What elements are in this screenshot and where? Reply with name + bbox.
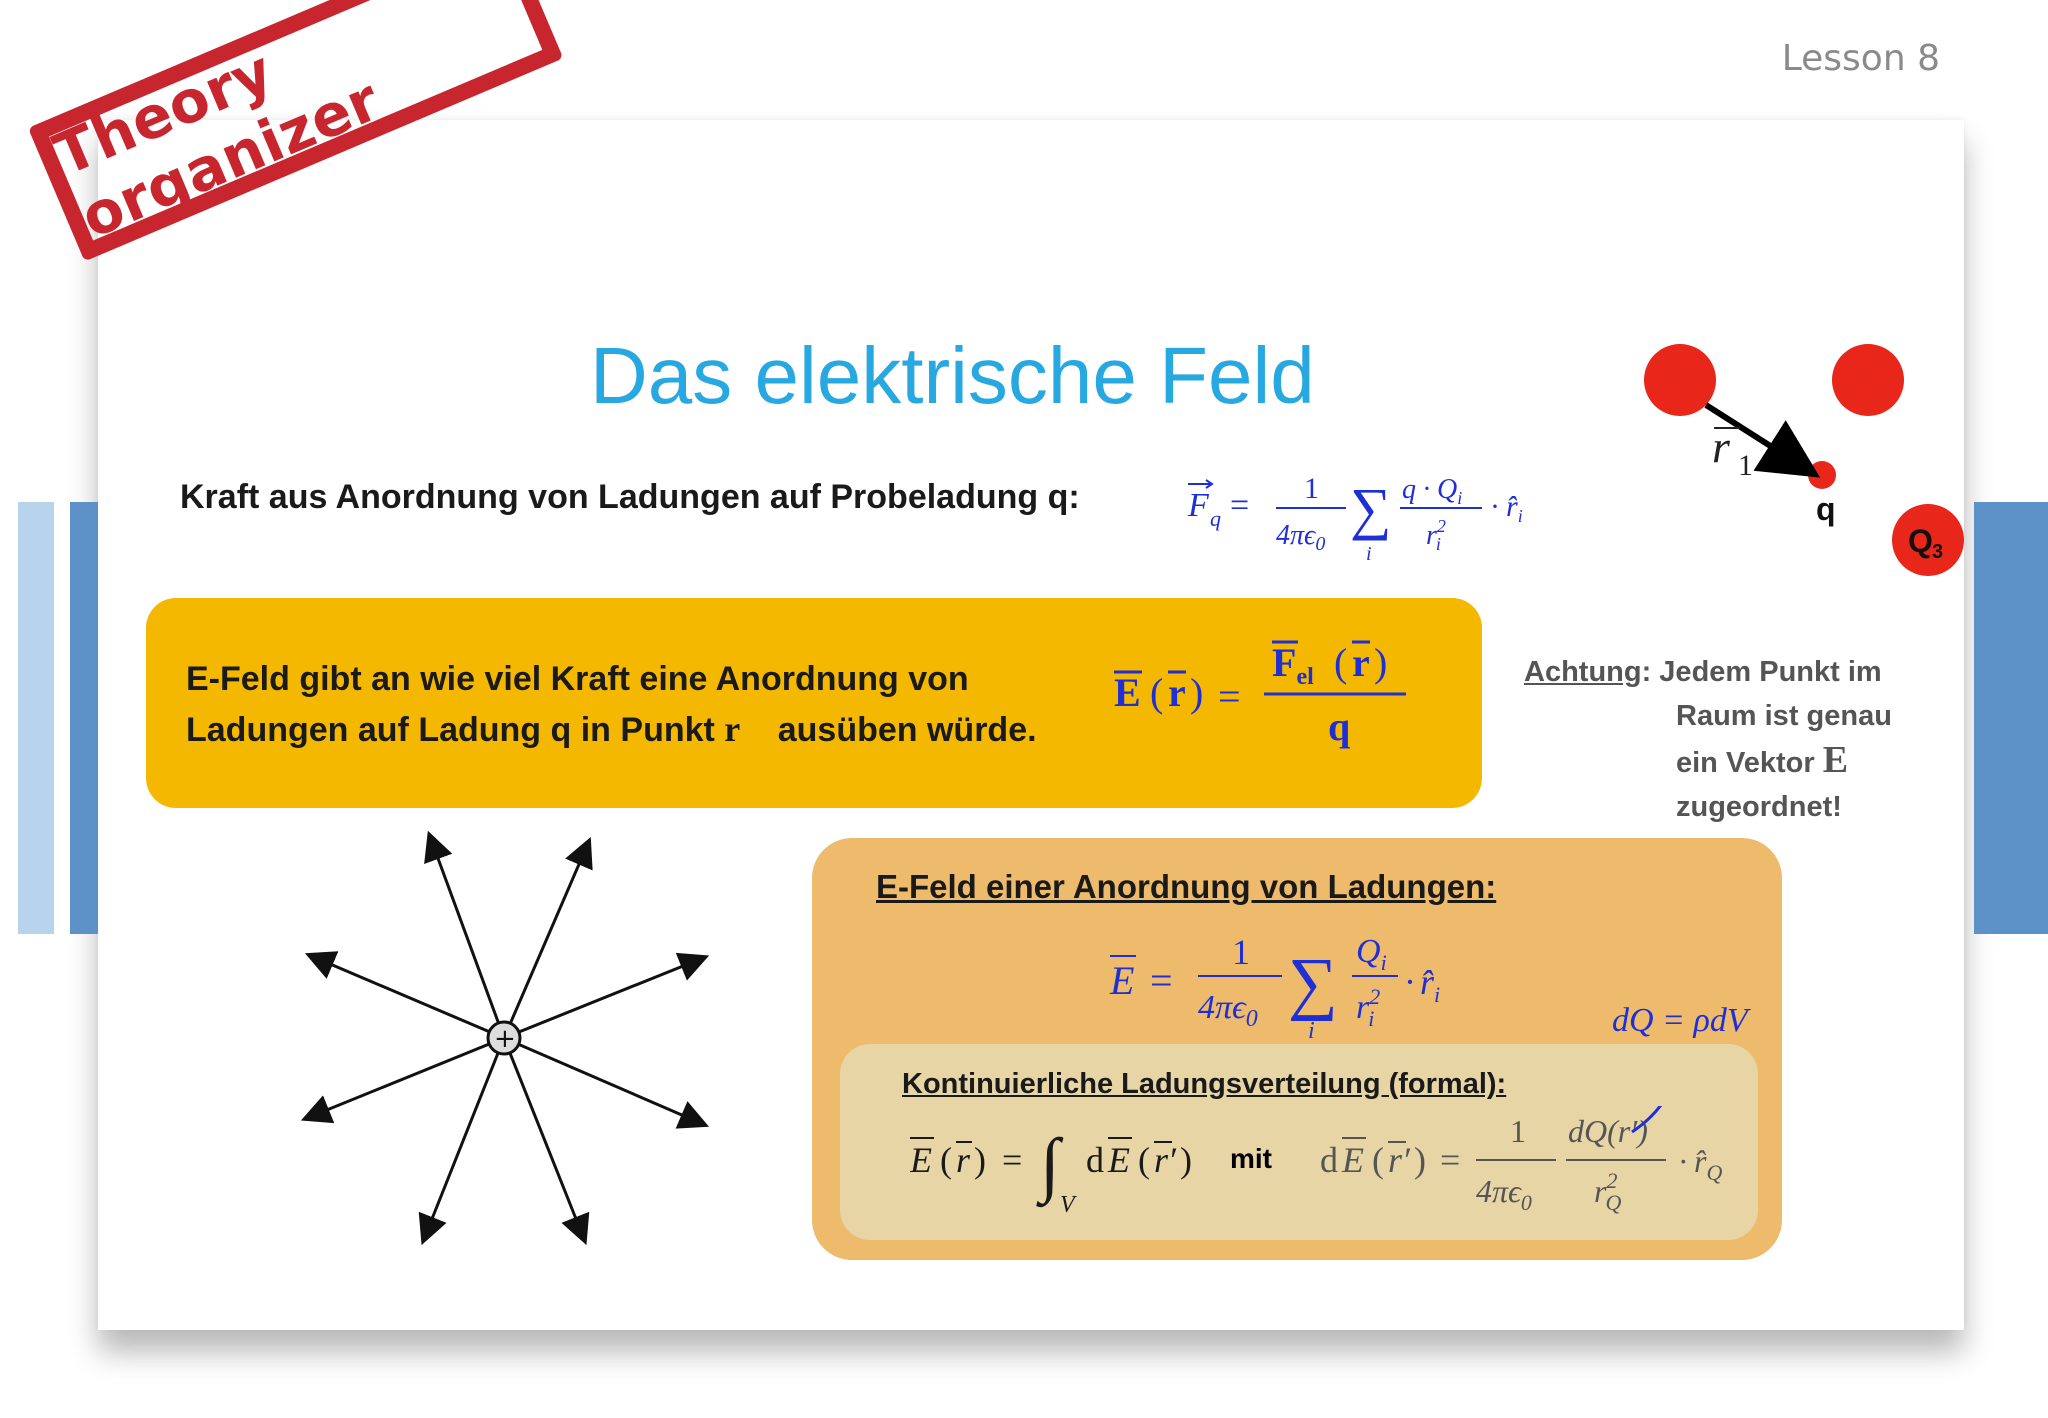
svg-text:r̂i: $r̂_i$ [1420, 962, 1441, 1007]
svg-text:): ) [1374, 640, 1388, 685]
achtung-line1 [1524, 650, 1892, 694]
force-formula [1180, 456, 1540, 566]
svg-text:4πϵ0: $4\pi\epsilon_0$ [1476, 1173, 1532, 1215]
radial-field-diagram [290, 830, 730, 1250]
kraft-label: Kraft aus Anordnung von Ladungen auf Probeladung q: [180, 478, 1080, 516]
svg-text:(: ( [1138, 1140, 1150, 1180]
svg-text:r2Q: $r^2$ Q [1594, 1168, 1622, 1215]
probe-charge [1808, 461, 1836, 489]
svg-text:4πϵ0: $4\pi\epsilon_0$ [1198, 989, 1258, 1032]
stamp-text: Theory organizer [44, 36, 389, 252]
charge-q2 [1832, 344, 1904, 416]
svg-text:(: ( [1150, 670, 1164, 715]
svg-text:q · Qi: $q \cdot Q_i$ [1402, 474, 1463, 508]
svg-text:r: r [1168, 670, 1186, 715]
svg-text:=: = [1230, 487, 1250, 524]
svg-text:r′: r′ [1388, 1140, 1410, 1180]
svg-text:r2i: $r^2$ i [1356, 984, 1381, 1031]
efeld-arrangement-box [812, 838, 1782, 1260]
svg-text:E: E [1342, 1140, 1364, 1180]
achtung-label: Achtung [1524, 656, 1642, 688]
r1-label: r [1712, 421, 1730, 472]
svg-text:dQ(r′): dQ(r′) [1568, 1113, 1648, 1149]
svg-text:(: ( [1372, 1140, 1384, 1180]
svg-text:V: V [1060, 1192, 1075, 1218]
efeld-definition-text [186, 654, 1037, 755]
efeld-definition-formula [1106, 626, 1446, 776]
definition-line2 [186, 704, 1037, 755]
svg-text:r: r [956, 1140, 971, 1180]
svg-text:i: i [1366, 543, 1372, 565]
achtung-line4: zugeordnet! [1676, 791, 1842, 823]
svg-text:1: 1 [1510, 1113, 1526, 1149]
svg-text:i: i [1308, 1018, 1315, 1038]
arrangement-title: E-Feld einer Anordnung von Ladungen: [876, 868, 1497, 905]
svg-text:): ) [1190, 670, 1204, 715]
svg-text:∑: ∑ [1288, 945, 1338, 1022]
left-accent-bar-dark [70, 502, 98, 934]
efeld-definition-box [146, 598, 1482, 808]
lesson-label: Lesson 8 [1781, 38, 1940, 79]
svg-text:1: 1 [1232, 932, 1250, 972]
r-vector-symbol: r⃗ [724, 709, 769, 749]
achtung-text1: : Jedem Punkt im [1641, 656, 1882, 688]
svg-text:(: ( [1334, 640, 1348, 685]
probe-charge-label: q [1816, 491, 1836, 527]
definition-line2-pre: Ladungen auf Ladung q in Punkt [186, 711, 715, 749]
mit-label: mit [1230, 1143, 1272, 1174]
definition-line1: E-Feld gibt an wie viel Kraft eine Anordnung von [186, 660, 969, 698]
svg-text:4πϵ0: $4\pi\epsilon_0$ [1276, 520, 1326, 555]
svg-text:·: · [1404, 962, 1416, 1002]
svg-text:∫: ∫ [1040, 1124, 1060, 1204]
achtung-line2: Raum ist genau [1676, 700, 1892, 732]
svg-text:E: E [1114, 670, 1141, 715]
svg-text:r2i: $r^2$ i [1426, 516, 1446, 554]
svg-text:Qi: $Q_i$ [1356, 933, 1387, 975]
svg-text:F: F [1188, 487, 1209, 524]
svg-text:): ) [1180, 1140, 1192, 1180]
svg-text:r: r [1352, 640, 1370, 685]
svg-text:): ) [1414, 1140, 1426, 1180]
Q3-label: Q [1908, 523, 1933, 559]
svg-text:(: ( [940, 1140, 952, 1180]
continuous-title: Kontinuierliche Ladungsverteilung (formal): [902, 1068, 1507, 1100]
charge-q1 [1644, 344, 1716, 416]
svg-text:=: = [1218, 674, 1241, 719]
r1-subscript: 1 [1738, 449, 1753, 482]
svg-text:r̂i: $r̂_i$ [1506, 490, 1523, 526]
Q3-subscript: 3 [1932, 541, 1944, 563]
slide-title: Das elektrische Feld [590, 331, 1315, 420]
svg-text:q: q [1328, 704, 1351, 749]
achtung-line3 [1524, 738, 1892, 785]
left-accent-bar-light [18, 502, 54, 934]
continuous-distribution-box [840, 1044, 1758, 1240]
charge-diagram [1630, 330, 1970, 590]
svg-text:d: d [1320, 1140, 1338, 1180]
svg-text:·: · [1490, 490, 1500, 523]
svg-text:Fel: $F_{el}$ [1272, 640, 1314, 690]
svg-text:): ) [974, 1140, 986, 1180]
arrangement-formula [1102, 918, 1442, 1038]
achtung-text3: ein Vektor [1676, 747, 1815, 779]
right-accent-bar [1974, 502, 2048, 934]
svg-text:1: 1 [1304, 472, 1319, 505]
svg-text:E: E [1108, 1140, 1130, 1180]
svg-text:=: = [1440, 1140, 1461, 1180]
e-vector-symbol: E⃗ [1822, 739, 1878, 781]
svg-text:·: · [1678, 1143, 1689, 1179]
svg-text:=: = [1002, 1140, 1023, 1180]
svg-text:r′: r′ [1154, 1140, 1176, 1180]
svg-text:+: + [494, 1024, 516, 1054]
achtung-note [1524, 650, 1892, 829]
svg-text:q: q [1210, 506, 1221, 531]
svg-text:=: = [1150, 958, 1173, 1003]
svg-text:d: d [1086, 1140, 1104, 1180]
svg-text:E: E [910, 1140, 932, 1180]
dq-relation: dQ = ρdV [1612, 1002, 1748, 1039]
definition-line2-post: ausüben würde. [777, 711, 1037, 749]
svg-text:E: E [1110, 958, 1135, 1003]
svg-text:r̂Q: $r̂_Q$ [1694, 1143, 1723, 1185]
svg-text:∑: ∑ [1350, 476, 1392, 541]
continuous-formula [910, 1106, 1756, 1236]
